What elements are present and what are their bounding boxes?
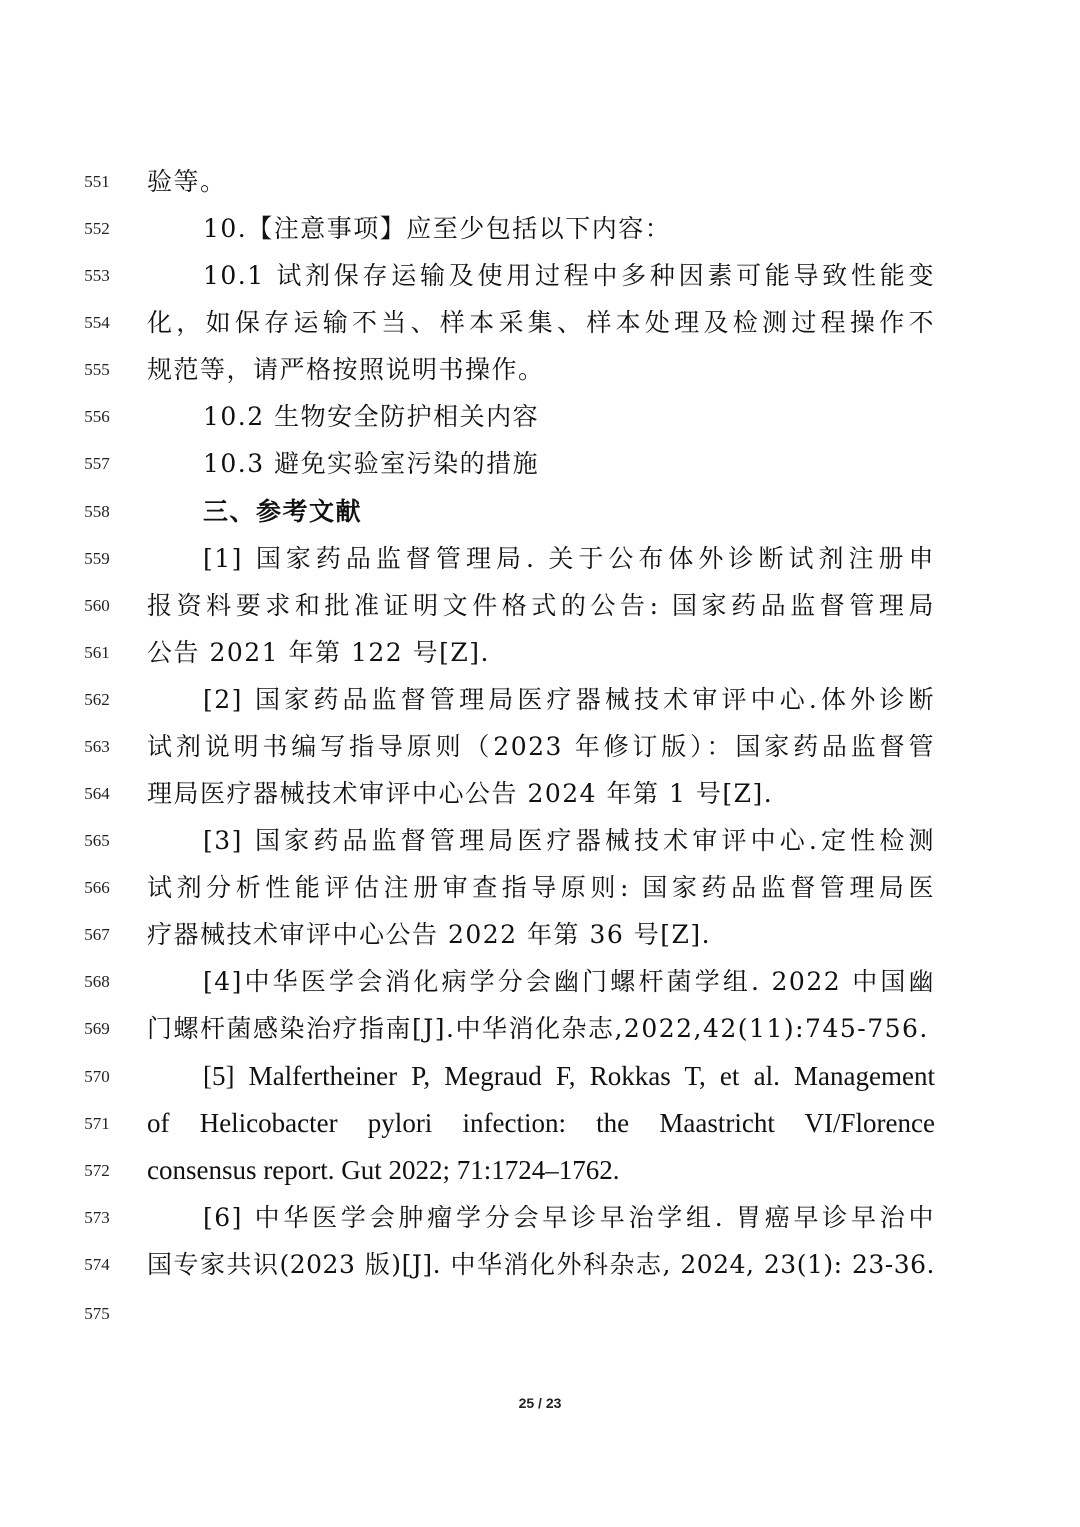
line-number: 575 xyxy=(84,1304,110,1323)
line-text: consensus report. Gut 2022; 71:1724–1762. xyxy=(147,1155,620,1185)
line-number: 572 xyxy=(84,1161,110,1180)
document-line xyxy=(0,582,1080,629)
document-line xyxy=(0,629,1080,676)
document-line xyxy=(0,1241,1080,1288)
document-line xyxy=(0,1194,1080,1241)
line-text: 10.1 试剂保存运输及使用过程中多种因素可能导致性能变 xyxy=(203,261,935,290)
line-number: 567 xyxy=(84,925,110,944)
line-number: 552 xyxy=(84,219,110,238)
line-text: [4]中华医学会消化病学分会幽门螺杆菌学组. 2022 中国幽 xyxy=(203,967,935,996)
document-line xyxy=(0,299,1080,346)
section-heading: 三、参考文献 xyxy=(203,497,363,526)
line-text: 国专家共识(2023 版)[J]. 中华消化外科杂志, 2024, 23(1): 23-36. xyxy=(147,1250,935,1279)
page-number-footer: 25 / 23 xyxy=(518,1395,562,1411)
line-number: 568 xyxy=(84,972,110,991)
line-text: 10.2 生物安全防护相关内容 xyxy=(203,402,540,431)
line-number: 564 xyxy=(84,784,110,803)
line-text: 试剂说明书编写指导原则（2023 年修订版）：国家药品监督管 xyxy=(147,732,935,761)
document-line xyxy=(0,864,1080,911)
line-number: 553 xyxy=(84,266,110,285)
line-number: 558 xyxy=(84,502,110,521)
document-line xyxy=(0,1147,1080,1194)
document-line xyxy=(0,488,1080,535)
line-text: 理局医疗器械技术审评中心公告 2024 年第 1 号[Z]. xyxy=(147,779,774,808)
line-number: 571 xyxy=(84,1114,110,1133)
line-text: 化，如保存运输不当、样本采集、样本处理及检测过程操作不 xyxy=(147,308,935,337)
document-line xyxy=(0,817,1080,864)
line-number: 556 xyxy=(84,407,110,426)
line-text: 验等。 xyxy=(147,167,227,196)
line-text: 疗器械技术审评中心公告 2022 年第 36 号[Z]. xyxy=(147,920,712,949)
document-line xyxy=(0,158,1080,205)
line-number: 570 xyxy=(84,1067,110,1086)
document-line xyxy=(0,911,1080,958)
document-line xyxy=(0,723,1080,770)
line-text: of Helicobacter pylori infection: the Maastricht VI/Florence xyxy=(147,1108,935,1138)
line-text: 门螺杆菌感染治疗指南[J].中华消化杂志,2022,42(11):745-756. xyxy=(147,1014,929,1043)
line-text: 公告 2021 年第 122 号[Z]. xyxy=(147,638,490,667)
document-line xyxy=(0,1290,1080,1337)
document-line xyxy=(0,440,1080,487)
line-number: 560 xyxy=(84,596,110,615)
line-number: 566 xyxy=(84,878,110,897)
line-text: [2] 国家药品监督管理局医疗器械技术审评中心.体外诊断 xyxy=(203,685,935,714)
document-line xyxy=(0,346,1080,393)
line-text: 报资料要求和批准证明文件格式的公告: 国家药品监督管理局 xyxy=(147,591,935,620)
line-text: [3] 国家药品监督管理局医疗器械技术审评中心.定性检测 xyxy=(203,826,935,855)
document-line xyxy=(0,1053,1080,1100)
line-number: 555 xyxy=(84,360,110,379)
line-text: [6] 中华医学会肿瘤学分会早诊早治学组. 胃癌早诊早治中 xyxy=(203,1203,935,1232)
line-text: 试剂分析性能评估注册审查指导原则: 国家药品监督管理局医 xyxy=(147,873,935,902)
line-number: 563 xyxy=(84,737,110,756)
line-number: 557 xyxy=(84,454,110,473)
line-text: 10.3 避免实验室污染的措施 xyxy=(203,449,540,478)
document-line xyxy=(0,676,1080,723)
line-text: 10.【注意事项】应至少包括以下内容： xyxy=(203,214,672,243)
line-number: 554 xyxy=(84,313,110,332)
line-number: 565 xyxy=(84,831,110,850)
line-number: 561 xyxy=(84,643,110,662)
line-number: 551 xyxy=(84,172,110,191)
line-text: [1] 国家药品监督管理局. 关于公布体外诊断试剂注册申 xyxy=(203,544,935,573)
line-number: 562 xyxy=(84,690,110,709)
document-line xyxy=(0,1005,1080,1052)
line-text: [5] Malfertheiner P, Megraud F, Rokkas T, et al. Management xyxy=(203,1061,935,1091)
document-line xyxy=(0,205,1080,252)
line-number: 559 xyxy=(84,549,110,568)
document-line xyxy=(0,252,1080,299)
document-line xyxy=(0,770,1080,817)
document-line xyxy=(0,1100,1080,1147)
document-line xyxy=(0,393,1080,440)
line-number: 569 xyxy=(84,1019,110,1038)
line-text: 规范等，请严格按照说明书操作。 xyxy=(147,355,545,384)
document-line xyxy=(0,958,1080,1005)
line-number: 573 xyxy=(84,1208,110,1227)
document-line xyxy=(0,535,1080,582)
line-number: 574 xyxy=(84,1255,110,1274)
